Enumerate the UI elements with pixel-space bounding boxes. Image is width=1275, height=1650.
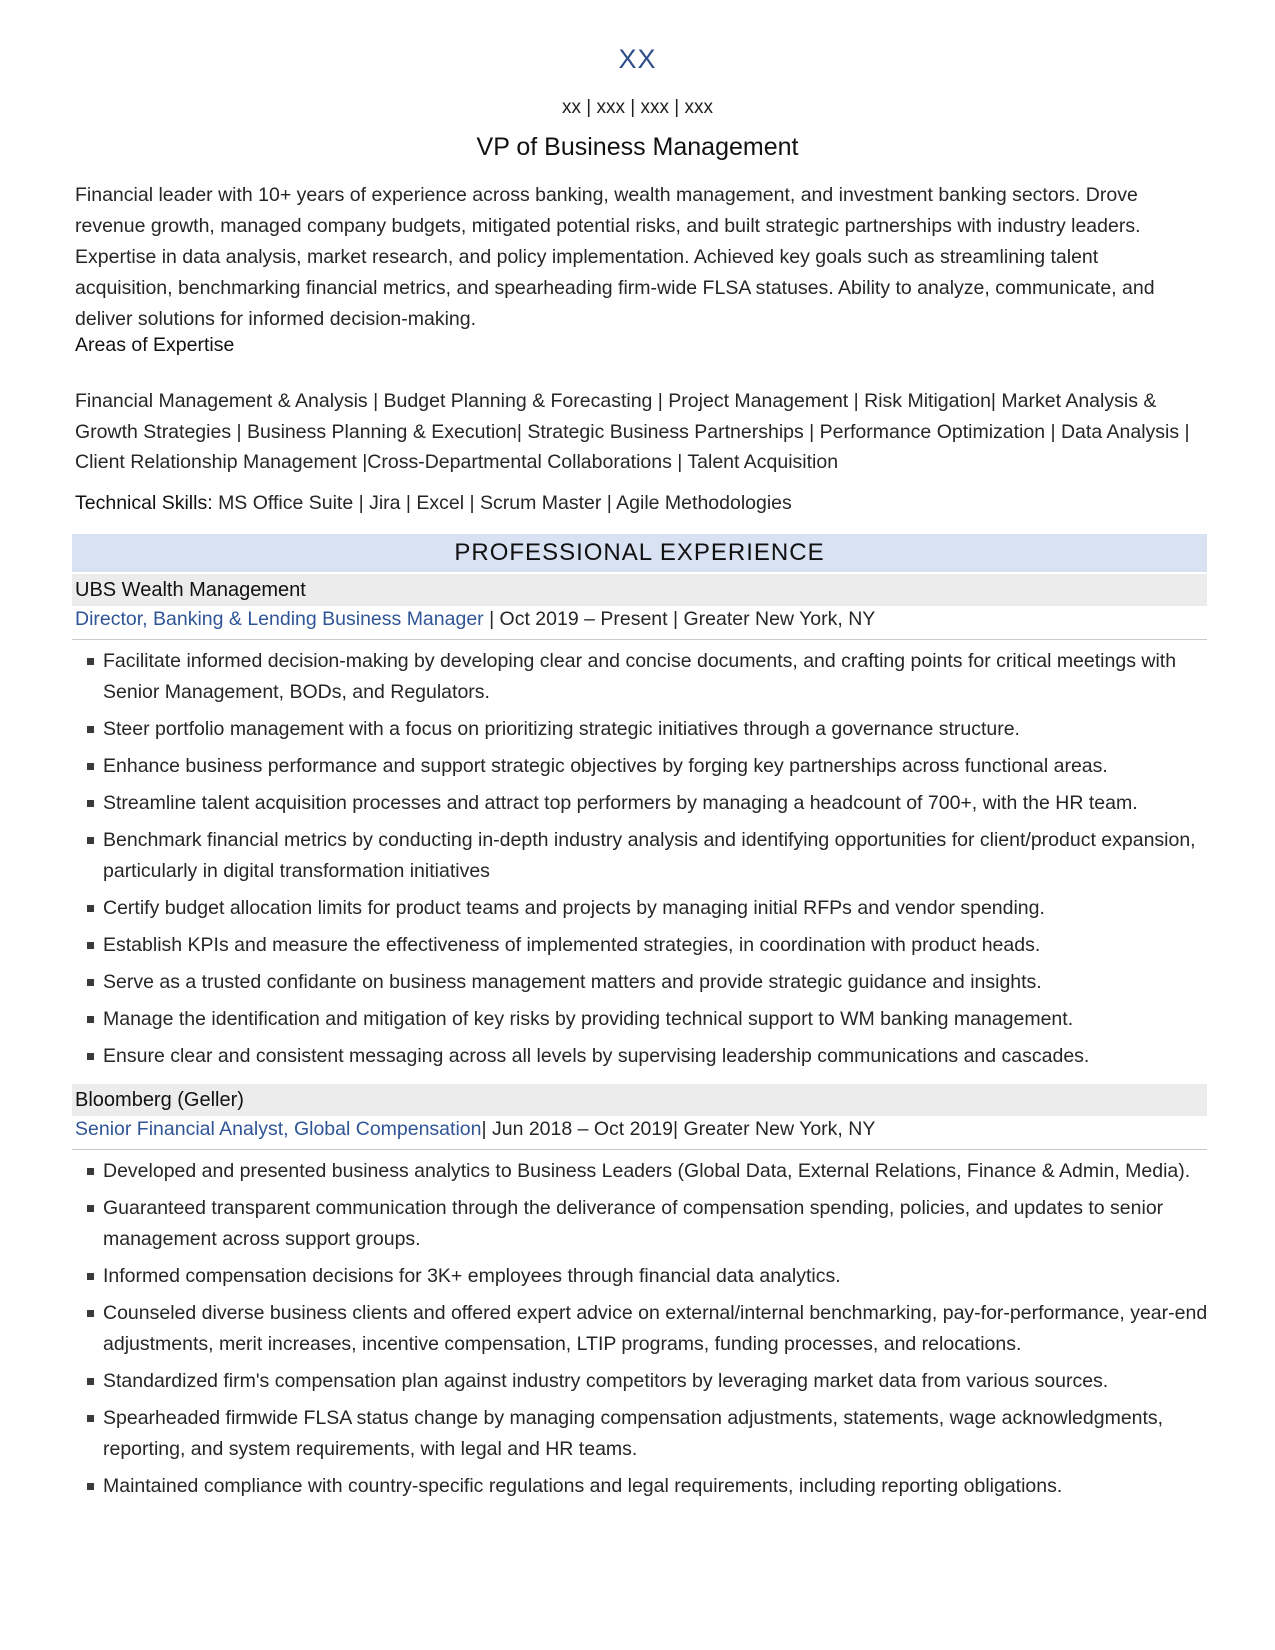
- square-bullet-icon: [87, 905, 94, 912]
- square-bullet-icon: [87, 1053, 94, 1060]
- bullet-item: [75, 751, 1210, 782]
- contact-line: xx | xxx | xxx | xxx: [562, 97, 713, 118]
- divider: [72, 639, 1207, 640]
- square-bullet-icon: [87, 942, 94, 949]
- bullet-text: Guaranteed transparent communication through the deliverance of compensation spending, policies, and updates to senior management across support groups.: [103, 1197, 1164, 1250]
- bullet-item: [75, 788, 1210, 819]
- summary-paragraph: Financial leader with 10+ years of experience across banking, wealth management, and investment banking sectors. Drove revenue growth, managed company budgets, mitigated potential risks, and built strategic partnerships with industry leaders. Expertise in data analysis, market research, and policy implementation. Achieved key goals such as streamlining talent acquisition, benchmarking financial metrics, and spearheading firm-wide FLSA statuses. Ability to analyze, communicate, and deliver solutions for informed decision-making.: [75, 184, 1155, 330]
- bullet-item: [75, 1261, 1210, 1292]
- candidate-name: XX: [618, 44, 657, 74]
- bullet-text: Benchmark financial metrics by conducting in-depth industry analysis and identifying opportunities for client/product expansion, particularly in digital transformation initiatives: [103, 829, 1196, 882]
- bullet-item: [75, 930, 1210, 961]
- company-name: UBS Wealth Management: [72, 574, 1207, 606]
- bullet-text: Serve as a trusted confidante on business management matters and provide strategic guidance and insights.: [103, 971, 1042, 993]
- square-bullet-icon: [87, 658, 94, 665]
- bullet-item: [75, 967, 1210, 998]
- square-bullet-icon: [87, 800, 94, 807]
- square-bullet-icon: [87, 979, 94, 986]
- bullet-item: [75, 1471, 1210, 1502]
- bullet-item: [75, 646, 1210, 708]
- bullet-text: Enhance business performance and support strategic objectives by forging key partnerships across functional areas.: [103, 755, 1108, 777]
- bullet-item: [75, 1041, 1210, 1072]
- bullet-item: [75, 1156, 1210, 1187]
- bullet-text: Streamline talent acquisition processes and attract top performers by managing a headcount of 700+, with the HR team.: [103, 792, 1138, 814]
- bullet-text: Steer portfolio management with a focus on prioritizing strategic initiatives through a governance structure.: [103, 718, 1020, 740]
- bullet-text: Spearheaded firmwide FLSA status change by managing compensation adjustments, statements, wage acknowledgments, reporting, and system requirements, with legal and HR teams.: [103, 1407, 1164, 1460]
- role-line: [75, 1118, 875, 1141]
- bullet-item: [75, 1403, 1210, 1465]
- bullet-item: [75, 714, 1210, 745]
- expertise-list: Financial Management & Analysis | Budget Planning & Forecasting | Project Management | Risk Mitigation| Market Analysis & Growth Strategies | Business Planning & Execution| Strategic Business Partnerships | Performance Optimization | Data Analysis | Client Relationship Management |Cross-Departmental Collaborations | Talent Acquisition: [75, 390, 1190, 473]
- divider: [72, 1149, 1207, 1150]
- square-bullet-icon: [87, 726, 94, 733]
- bullet-text: Establish KPIs and measure the effectiveness of implemented strategies, in coordination with product heads.: [103, 934, 1041, 956]
- role-line: [75, 608, 875, 631]
- square-bullet-icon: [87, 1483, 94, 1490]
- technical-skills-label: Technical Skills:: [75, 492, 213, 514]
- bullet-text: Standardized firm's compensation plan against industry competitors by leveraging market data from various sources.: [103, 1370, 1109, 1392]
- experience-heading: PROFESSIONAL EXPERIENCE: [72, 534, 1207, 572]
- square-bullet-icon: [87, 1205, 94, 1212]
- bullet-item: [75, 893, 1210, 924]
- company-name: Bloomberg (Geller): [72, 1084, 1207, 1116]
- role-details: | Jun 2018 – Oct 2019| Greater New York, NY: [481, 1118, 876, 1140]
- bullet-text: Facilitate informed decision-making by developing clear and concise documents, and crafting points for critical meetings with Senior Management, BODs, and Regulators.: [103, 650, 1177, 703]
- bullet-text: Developed and presented business analytics to Business Leaders (Global Data, External Relations, Finance & Admin, Media).: [103, 1160, 1191, 1182]
- bullet-item: [75, 825, 1210, 887]
- square-bullet-icon: [87, 1168, 94, 1175]
- role-title: Director, Banking & Lending Business Manager: [75, 608, 484, 630]
- expertise-heading: Areas of Expertise: [75, 334, 235, 356]
- square-bullet-icon: [87, 1273, 94, 1280]
- square-bullet-icon: [87, 1016, 94, 1023]
- square-bullet-icon: [87, 1415, 94, 1422]
- bullet-item: [75, 1366, 1210, 1397]
- bullet-text: Informed compensation decisions for 3K+ employees through financial data analytics.: [103, 1265, 841, 1287]
- bullet-text: Counseled diverse business clients and offered expert advice on external/internal benchmarking, pay-for-performance, year-end adjustments, merit increases, incentive compensation, LTIP programs, funding processes, and relocations.: [103, 1302, 1208, 1355]
- square-bullet-icon: [87, 1310, 94, 1317]
- target-title: VP of Business Management: [476, 133, 799, 161]
- technical-skills: [75, 492, 792, 515]
- square-bullet-icon: [87, 1378, 94, 1385]
- bullet-item: [75, 1298, 1210, 1360]
- bullet-item: [75, 1193, 1210, 1255]
- bullet-item: [75, 1004, 1210, 1035]
- role-details: | Oct 2019 – Present | Greater New York, NY: [483, 608, 876, 630]
- bullet-text: Ensure clear and consistent messaging across all levels by supervising leadership communications and cascades.: [103, 1045, 1090, 1067]
- square-bullet-icon: [87, 837, 94, 844]
- role-title: Senior Financial Analyst, Global Compensation: [75, 1118, 482, 1140]
- bullet-list: [75, 1156, 1210, 1508]
- bullet-text: Maintained compliance with country-specific regulations and legal requirements, including reporting obligations.: [103, 1475, 1063, 1497]
- square-bullet-icon: [87, 763, 94, 770]
- bullet-text: Manage the identification and mitigation of key risks by providing technical support to WM banking management.: [103, 1008, 1074, 1030]
- technical-skills-value: MS Office Suite | Jira | Excel | Scrum Master | Agile Methodologies: [218, 492, 792, 514]
- bullet-text: Certify budget allocation limits for product teams and projects by managing initial RFPs and vendor spending.: [103, 897, 1045, 919]
- bullet-list: [75, 646, 1210, 1078]
